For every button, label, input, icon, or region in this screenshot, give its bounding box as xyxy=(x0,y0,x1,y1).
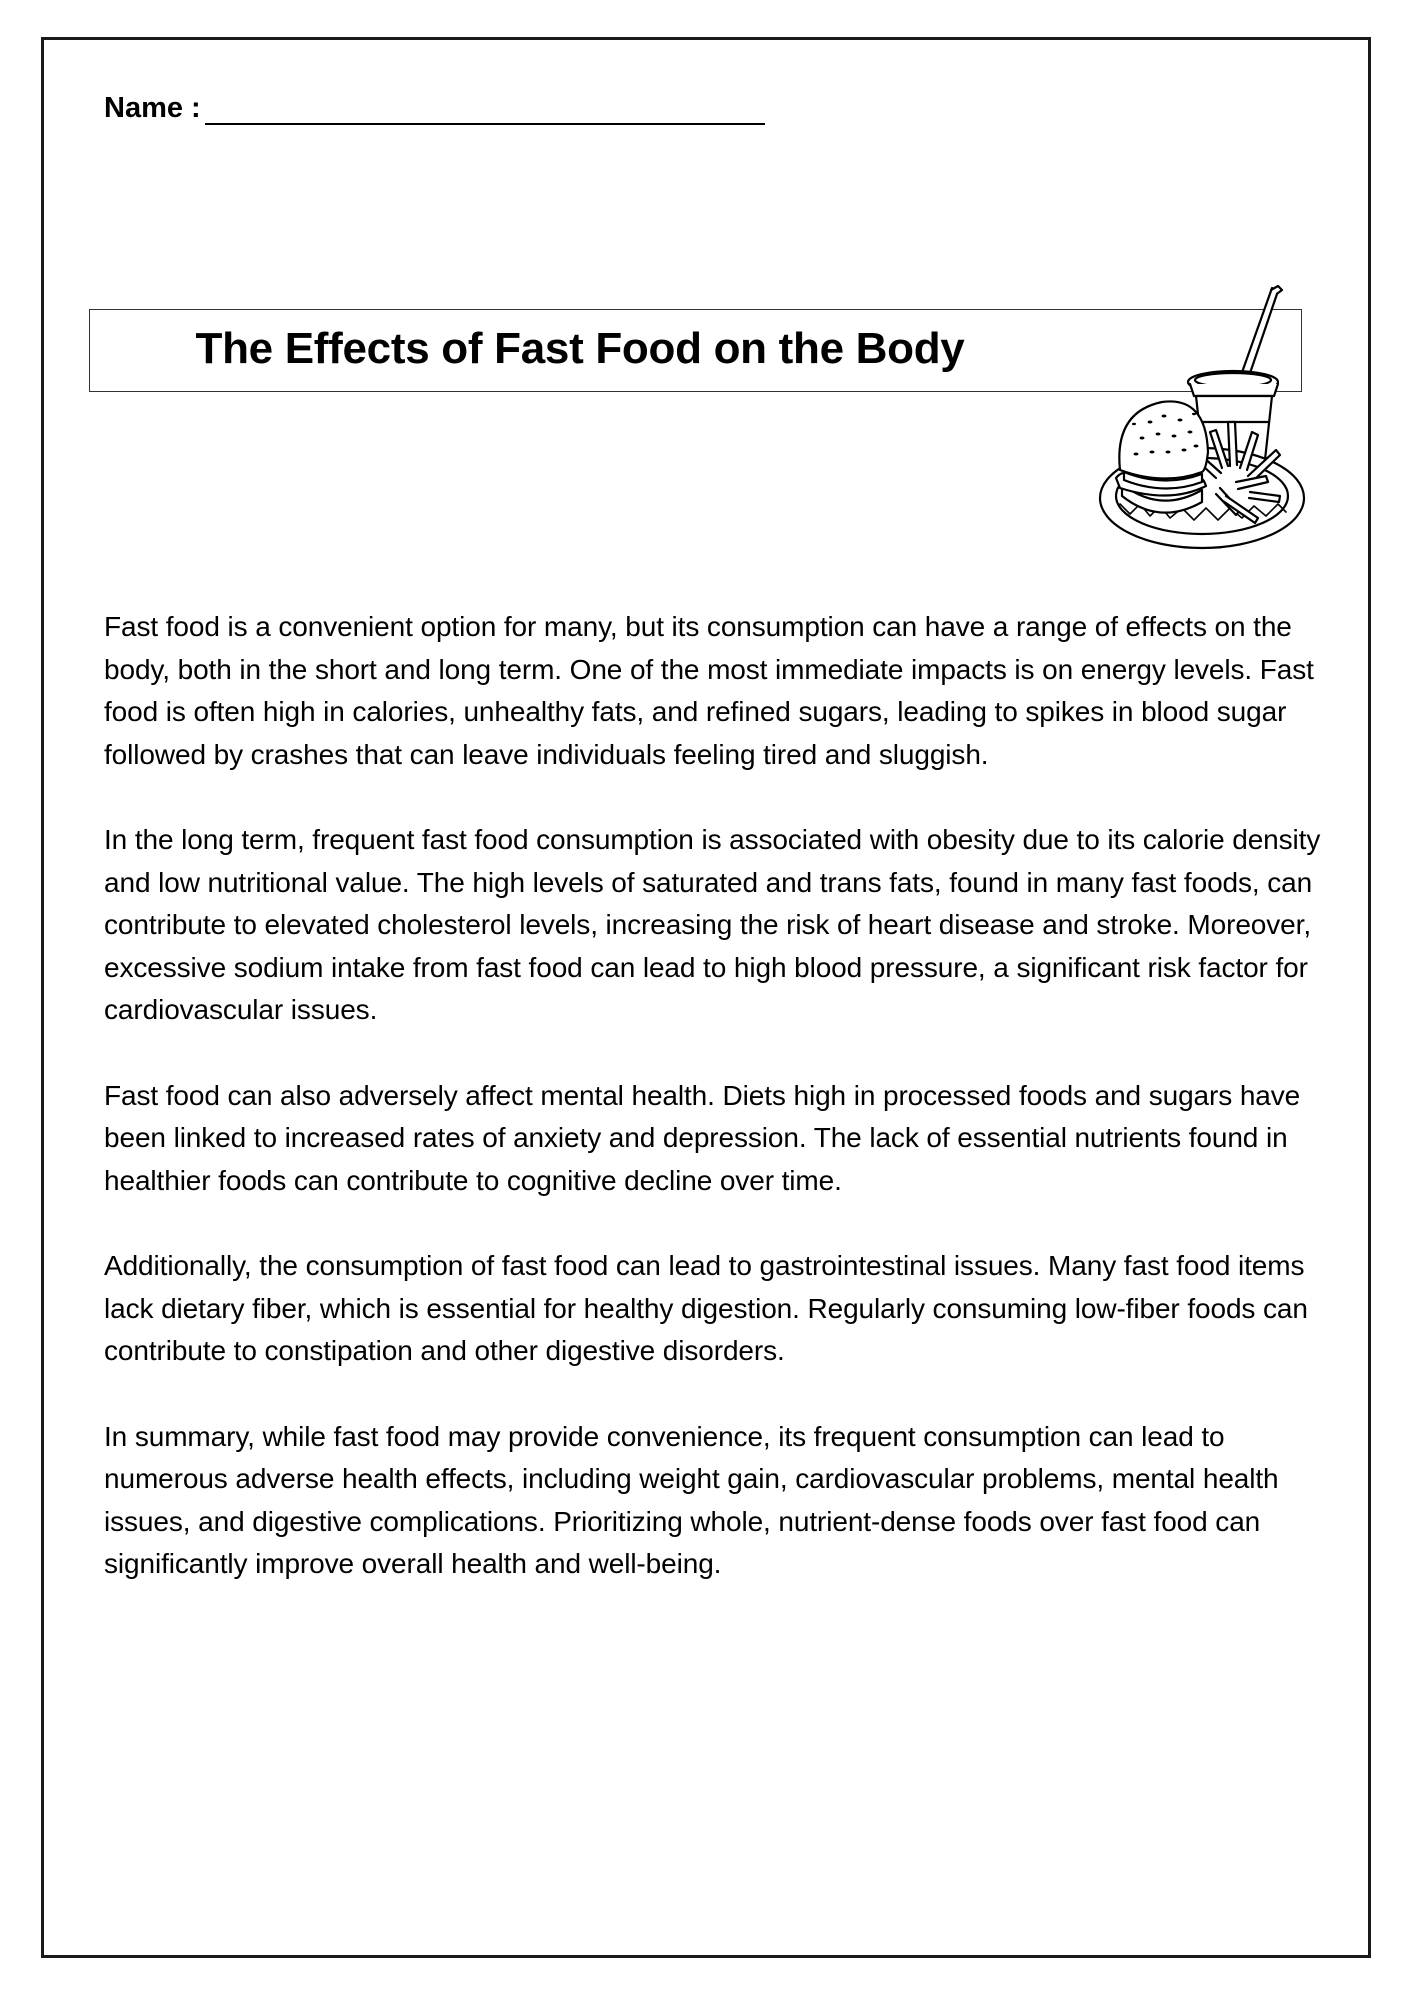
article-body xyxy=(104,606,1334,1629)
paragraph: Additionally, the consumption of fast food can lead to gastrointestinal issues. Many fast food items lack dietary fiber, which is essential for healthy digestion. Regularly consuming low-fiber foods can contribute to constipation and other digestive disorders. xyxy=(104,1250,1308,1366)
paragraph: Fast food can also adversely affect mental health. Diets high in processed foods and sugars have been linked to increased rates of anxiety and depression. The lack of essential nutrients found in healthier foods can contribute to cognitive decline over time. xyxy=(104,1079,1301,1196)
name-row xyxy=(104,83,765,123)
paragraph: In the long term, frequent fast food consumption is associated with obesity due to its calorie density and low nutritional value. The high levels of saturated and trans fats, found in many fast foods, can contribute to elevated cholesterol levels, increasing the risk of heart disease and stroke. Moreover, excessive sodium intake from fast food can lead to high blood pressure, a significant risk factor for cardiovascular issues. xyxy=(104,824,1321,1025)
paragraph: Fast food is a convenient option for many, but its consumption can have a range of effects on the body, both in the short and long term. One of the most immediate impacts is on energy levels. Fast food is often high in calories, unhealthy fats, and refined sugars, leading to spikes in blood sugar followed by crashes that can leave individuals feeling tired and sluggish. xyxy=(104,611,1314,770)
worksheet-title: The Effects of Fast Food on the Body xyxy=(195,324,965,373)
fast-food-meal-icon xyxy=(1090,282,1320,557)
paragraph: In summary, while fast food may provide convenience, its frequent consumption can lead to numerous adverse health effects, including weight gain, cardiovascular problems, mental health issues, and digestive complications. Prioritizing whole, nutrient-dense foods over fast food can significantly improve overall health and well-being. xyxy=(104,1420,1279,1579)
name-field-line[interactable] xyxy=(205,123,765,125)
name-label: Name : xyxy=(104,92,201,124)
